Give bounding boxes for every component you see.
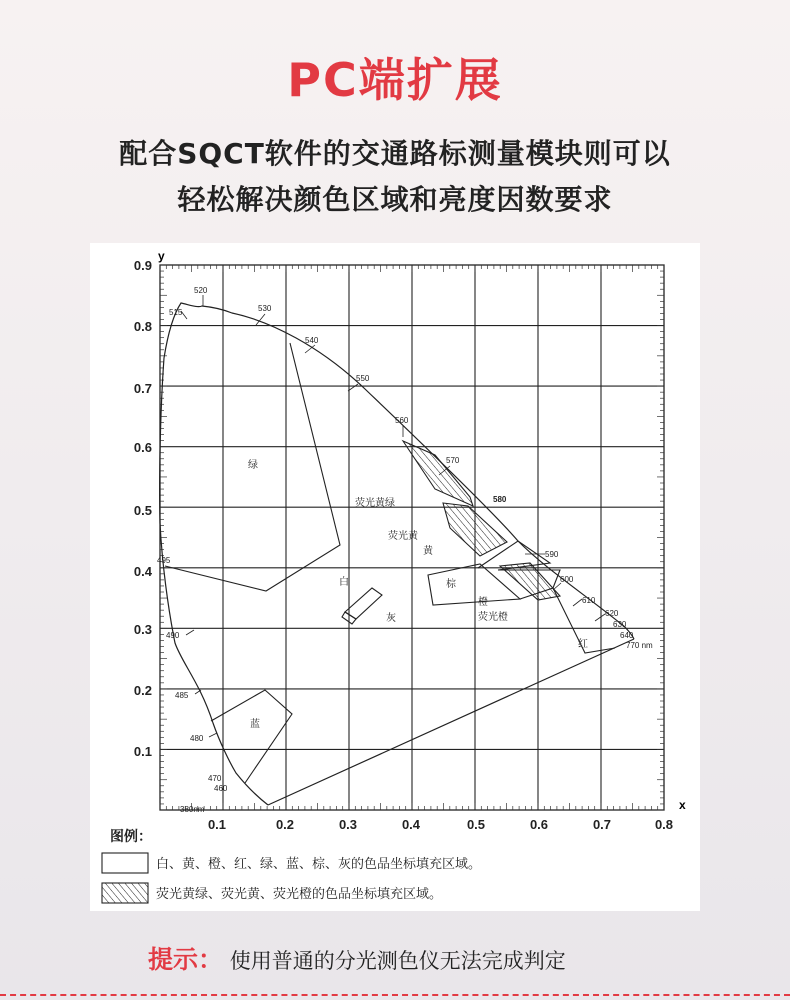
region-label-orange: 橙	[478, 597, 488, 608]
x-tick-label: 0.1	[207, 817, 227, 832]
hint-label: 提示：	[148, 945, 224, 974]
legend-swatch-hatched	[102, 883, 148, 903]
wavelength-label: 630	[613, 620, 627, 629]
region-label-white: 白	[339, 577, 349, 588]
chromaticity-diagram	[90, 243, 700, 911]
y-tick-label: 0.5	[133, 503, 152, 518]
wavelength-label: 490	[166, 631, 180, 640]
x-axis-label: x	[679, 798, 686, 812]
legend-plain-text: 白、黄、橙、红、绿、蓝、棕、灰的色品坐标填充区域。	[156, 856, 482, 871]
y-tick-label: 0.1	[133, 744, 152, 759]
region-fluorescent-yellow-green	[403, 441, 473, 506]
x-tick-label: 0.2	[275, 817, 295, 832]
y-tick-label: 0.2	[133, 683, 152, 698]
x-tick-label: 0.4	[401, 817, 421, 832]
subtitle-line-2: 轻松解决颜色区域和亮度因数要求	[177, 183, 613, 216]
subtitle-line-1: 配合SQCT软件的交通路标测量模块则可以	[119, 137, 671, 170]
page-title: PC端扩展	[287, 53, 503, 107]
y-axis-label: y	[158, 249, 165, 263]
wavelength-label: 590	[545, 550, 559, 559]
wavelength-label: 640	[620, 631, 634, 640]
region-label-fluorescent-yellow: 荧光黄	[388, 531, 418, 542]
bottom-divider	[0, 994, 790, 996]
wavelength-label: 515	[169, 308, 183, 317]
y-tick-label: 0.4	[133, 564, 152, 579]
y-tick-label: 0.8	[133, 319, 152, 334]
x-tick-label: 0.5	[466, 817, 486, 832]
legend-hatched-text: 荧光黄绿、荧光黄、荧光橙的色品坐标填充区域。	[156, 886, 443, 901]
region-label-gray: 灰	[386, 613, 396, 624]
purple-line	[268, 639, 634, 805]
region-label-fluorescent-orange: 荧光橙	[478, 612, 508, 623]
wavelength-label: 520	[194, 286, 208, 295]
chromaticity-diagram-card	[90, 243, 700, 911]
hint	[148, 940, 566, 976]
wavelength-label: 550	[356, 374, 370, 383]
region-white	[345, 588, 382, 619]
wavelength-label: 495	[157, 556, 171, 565]
spectral-locus	[160, 303, 634, 805]
region-fluorescent-orange	[500, 563, 560, 600]
region-label-green: 绿	[248, 460, 258, 471]
region-label-brown: 棕	[446, 579, 456, 590]
y-tick-label: 0.7	[133, 381, 152, 396]
x-tick-label: 0.3	[338, 817, 358, 832]
wavelength-label: 600	[560, 575, 574, 584]
x-tick-label: 0.7	[592, 817, 612, 832]
wavelength-label: 770 nm	[626, 641, 653, 650]
legend-title: 图例：	[110, 828, 152, 844]
wavelength-label: 570	[446, 456, 460, 465]
legend-swatch-plain	[102, 853, 148, 873]
wavelength-label: 530	[258, 304, 272, 313]
wavelength-label: 620	[605, 609, 619, 618]
hint-text: 使用普通的分光测色仪无法完成判定	[229, 949, 566, 973]
x-tick-label: 0.6	[529, 817, 549, 832]
y-tick-label: 0.3	[133, 622, 152, 637]
region-label-yellow: 黄	[423, 546, 433, 557]
wavelength-label: 480	[190, 734, 204, 743]
wavelength-label: 610	[582, 596, 596, 605]
region-label-blue: 蓝	[250, 719, 260, 730]
x-tick-label: 0.8	[654, 817, 674, 832]
wavelength-label: 580	[493, 495, 507, 504]
wavelength-label: 540	[305, 336, 319, 345]
wavelength-label: 380nm	[180, 805, 205, 814]
wavelength-label: 560	[395, 416, 409, 425]
legend	[102, 828, 481, 903]
wavelength-label: 460	[214, 784, 228, 793]
y-tick-label: 0.6	[133, 440, 152, 455]
region-label-fluorescent-yellow-green: 荧光黄绿	[355, 498, 395, 509]
wavelength-label: 470	[208, 774, 222, 783]
wavelength-label: 485	[175, 691, 189, 700]
region-label-red: 红	[578, 639, 588, 650]
y-tick-label: 0.9	[133, 258, 152, 273]
